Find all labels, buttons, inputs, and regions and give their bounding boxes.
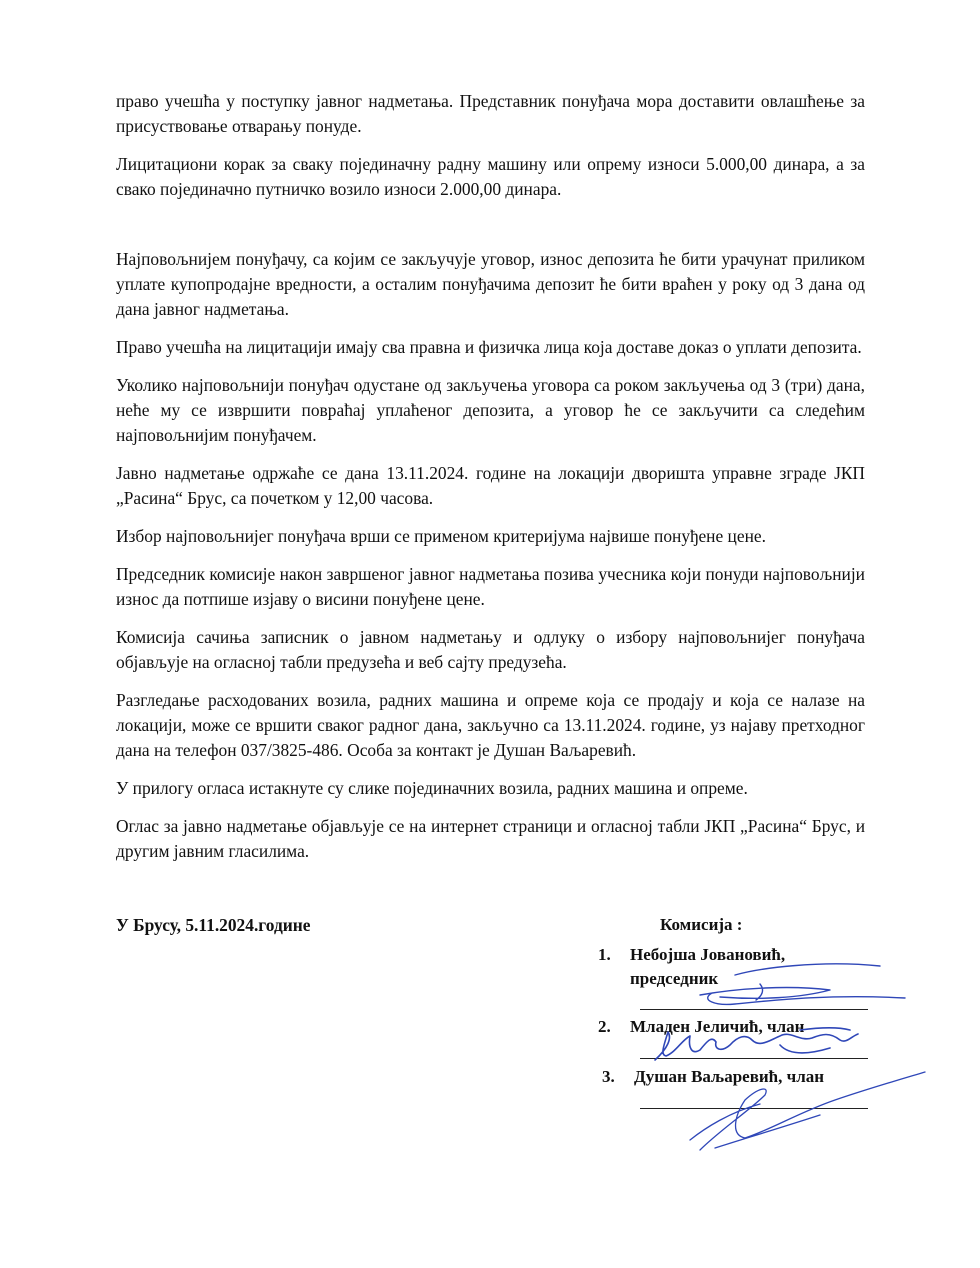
signature-line-2 xyxy=(640,1058,868,1059)
paragraph-representative: право учешћа у поступку јавног надметања. Представник понуђача мора доставити овлашћење за присуствовање отварању понуде. xyxy=(116,91,865,136)
paragraph-eligibility: Право учешћа на лицитацији имају сва правна и физичка лица која доставе доказ о уплати депозита. xyxy=(116,337,862,357)
committee-member-3 xyxy=(602,1065,824,1089)
paragraph-deposit: Најповољнијем понуђачу, са којим се закључује уговор, износ депозита ће бити урачунат приликом уплате купопродајне вредности, а осталим понуђачима депозит ће бити враћен у року од 3 дана од дана јавног надметања. xyxy=(116,249,865,319)
signature-line-3 xyxy=(640,1108,868,1109)
place-and-date: У Брусу, 5.11.2024.године xyxy=(116,915,311,935)
member-name: Младен Јеличић, члан xyxy=(630,1017,805,1036)
paragraph-selection-criteria: Избор најповољнијег понуђача врши се применом критеријума највише понуђене цене. xyxy=(116,526,766,546)
paragraph-bidding-step: Лицитациони корак за сваку појединачну радну машину или опрему износи 5.000,00 динара, а за свако појединачно путничко возило износи 2.000,00 динара. xyxy=(116,154,865,199)
member-name: Душан Ваљаревић, члан xyxy=(634,1067,825,1086)
paragraph-statement: Председник комисије након завршеног јавног надметања позива учесника који понуди најповољнији износ да потпише изјаву о висини понуђене цене. xyxy=(116,564,865,609)
paragraph-attachments: У прилогу огласа истакнуте су слике појединачних возила, радних машина и опреме. xyxy=(116,778,748,798)
member-number: 1. xyxy=(598,945,611,964)
committee-member-1 xyxy=(598,943,785,967)
member-name: Небојша Јовановић, xyxy=(630,945,786,964)
committee-title: Комисија : xyxy=(660,915,743,934)
paragraph-publication: Оглас за јавно надметање објављује се на интернет страници и огласној табли ЈКП „Расина“ Брус, и другим јавним гласилима. xyxy=(116,816,865,861)
committee-member-1-role: председник xyxy=(630,969,719,988)
paragraph-inspection: Разгледање расходованих возила, радних машина и опреме која се продају и која се налазе на локацији, може се вршити сваког радног дана, закључно са 13.11.2024. године, уз најаву претходног дана на телефон 037/3825-486. Особа за контакт је Душан Ваљаревић. xyxy=(116,690,865,760)
signature-line-1 xyxy=(640,1009,868,1010)
document-body xyxy=(116,89,865,877)
signature-1 xyxy=(700,964,905,1004)
paragraph-withdrawal: Уколико најповољнији понуђач одустане од закључења уговора са роком закључења од 3 (три) дана, неће му се извршити повраћај уплаћеног депозита, а уговор ће се закључити са следећим најповољнијим понуђачем. xyxy=(116,375,865,445)
paragraph-minutes: Комисија сачиња записник о јавном надметању и одлуку о избору најповољнијег понуђача објављује на огласној табли предузећа и веб сајту предузећа. xyxy=(116,627,865,672)
member-number: 2. xyxy=(598,1017,611,1036)
member-number: 3. xyxy=(602,1067,615,1086)
committee-member-2 xyxy=(598,1015,804,1039)
paragraph-auction-date: Јавно надметање одржаће се дана 13.11.2024. године на локацији дворишта управне зграде ЈКП „Расина“ Брус, са почетком у 12,00 часова. xyxy=(116,463,865,508)
